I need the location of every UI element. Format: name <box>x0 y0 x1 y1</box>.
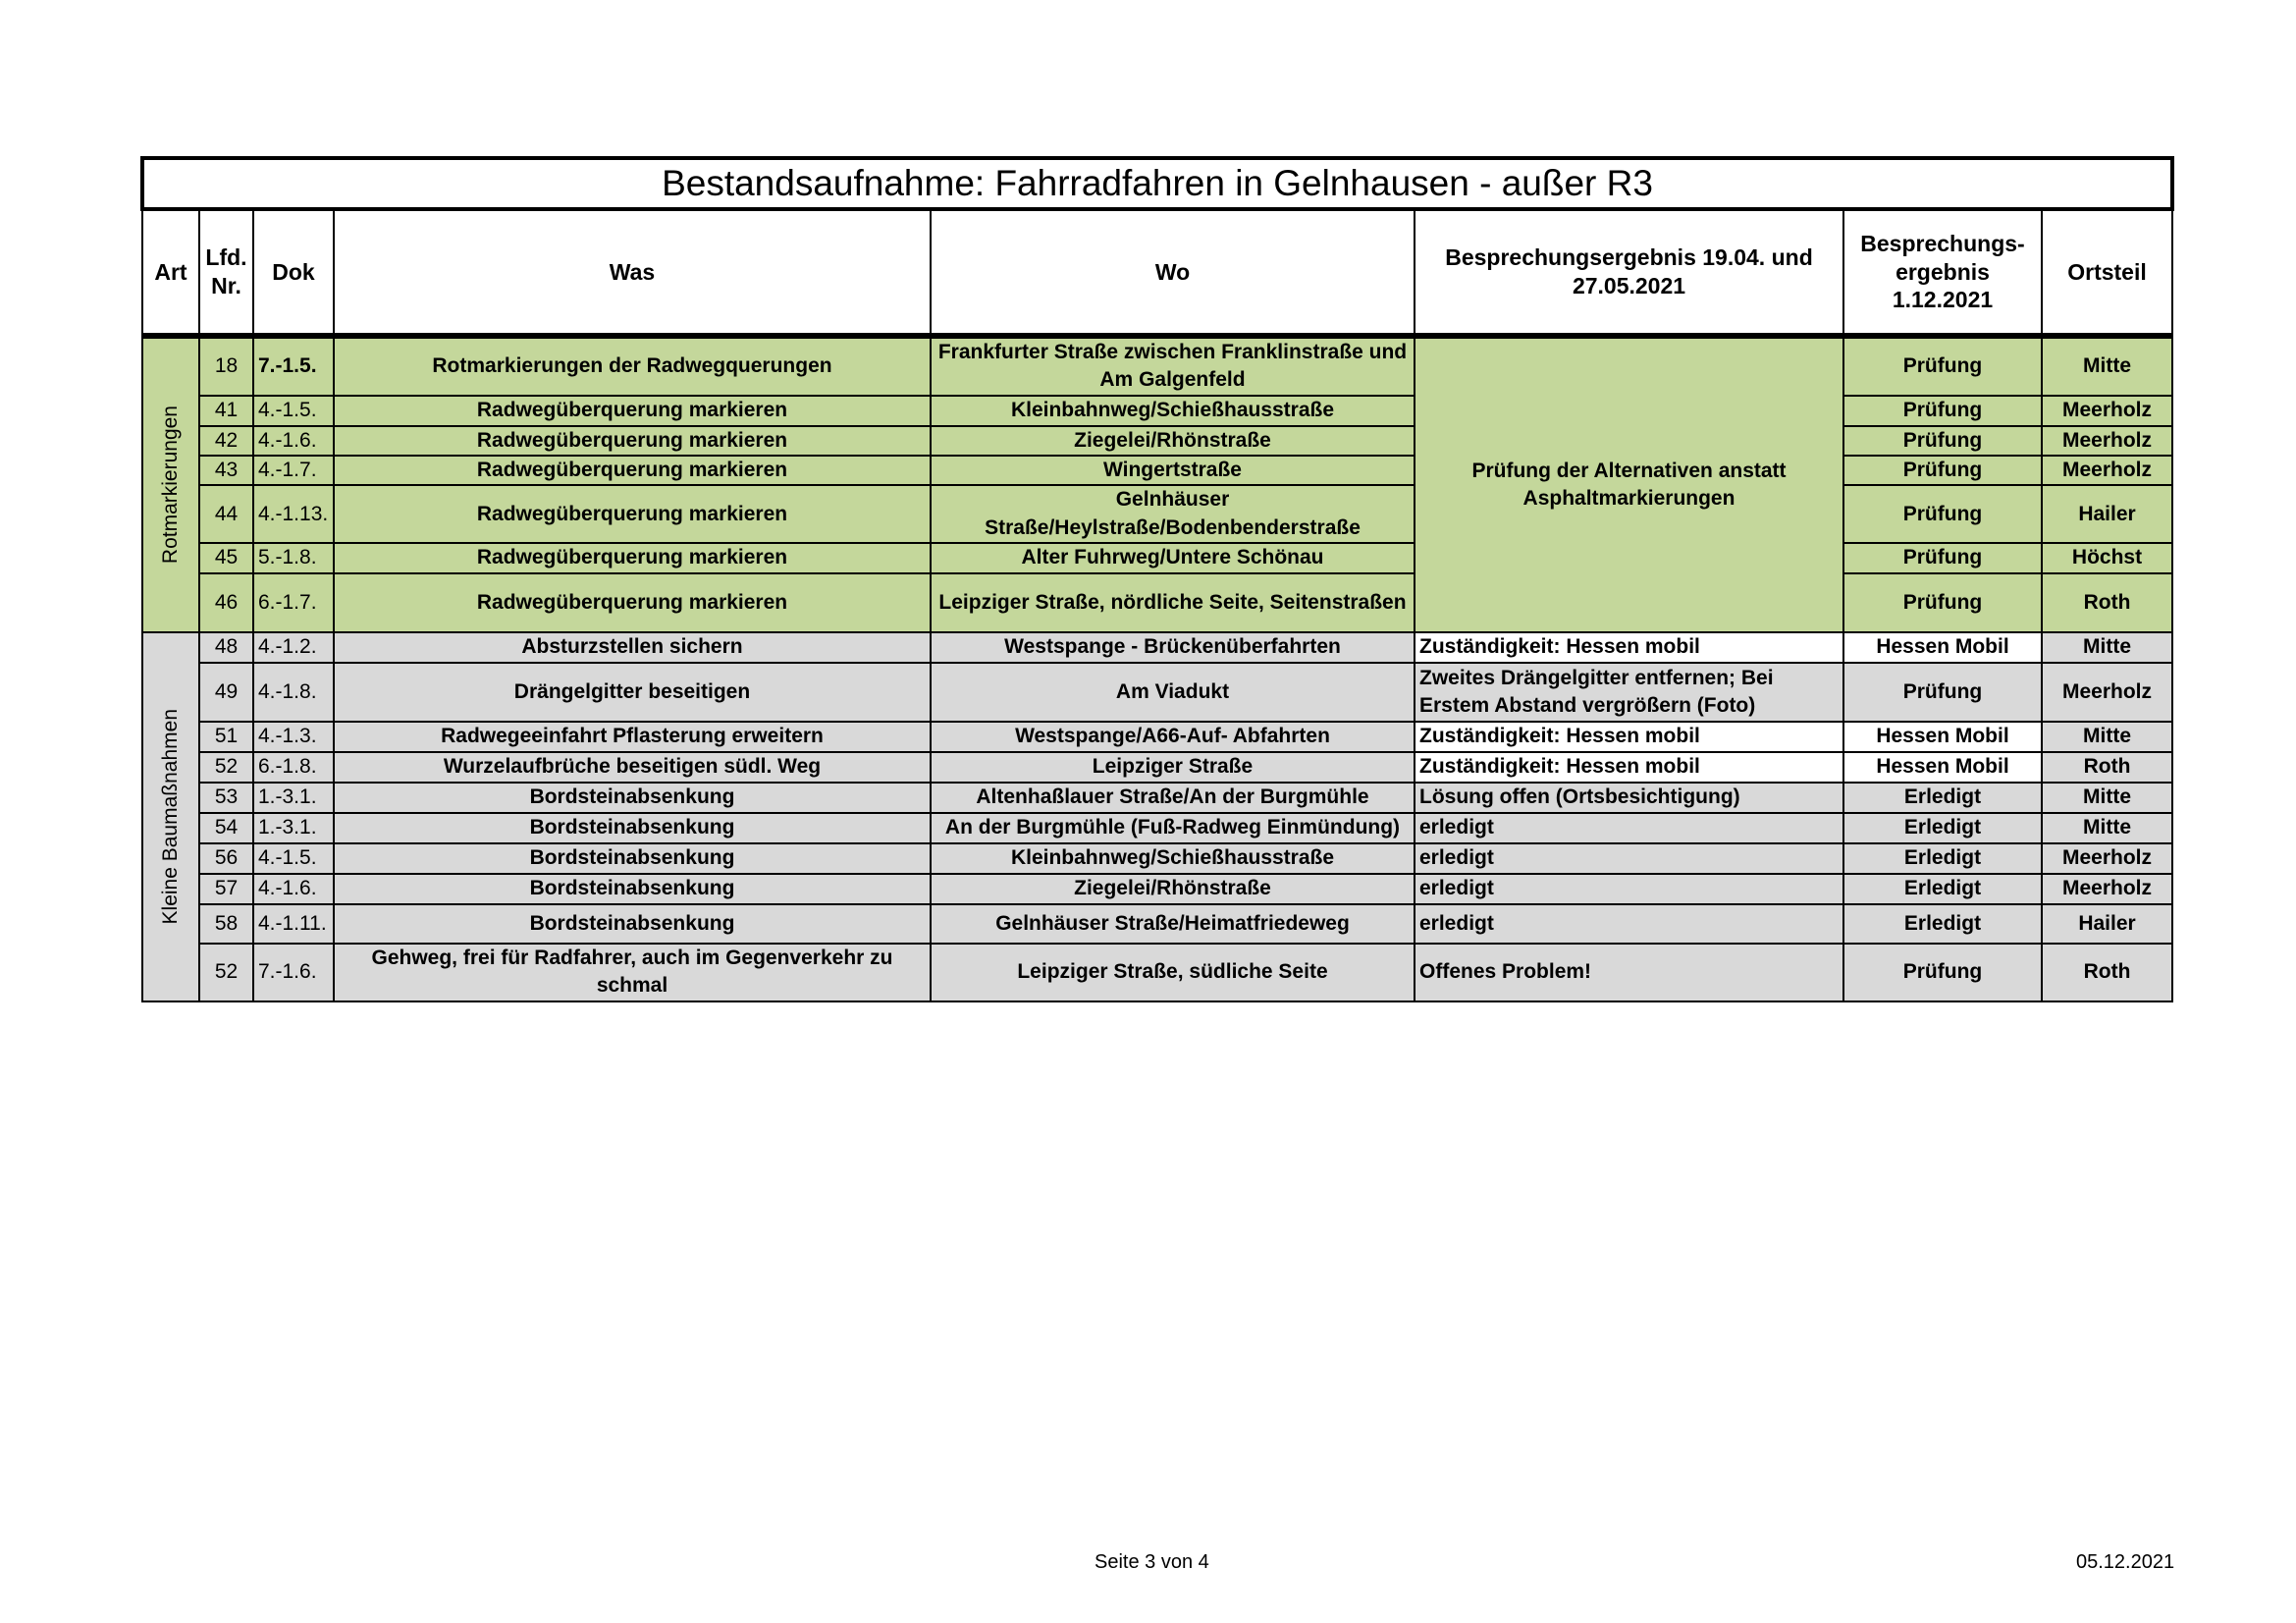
cell-ortsteil: Meerholz <box>2042 663 2172 722</box>
cell-besp1: Zweites Drängelgitter entfernen; Bei Erstem Abstand vergrößern (Foto) <box>1415 663 1843 722</box>
cell-was: Radwegeeinfahrt Pflasterung erweitern <box>334 722 931 752</box>
cell-besp2: Prüfung <box>1843 485 2042 543</box>
cell-dok: 4.-1.8. <box>253 663 334 722</box>
cell-dok: 1.-3.1. <box>253 813 334 843</box>
cell-dok: 4.-1.5. <box>253 396 334 426</box>
cell-wo: Westspange - Brückenüberfahrten <box>931 632 1415 663</box>
cell-wo: Ziegelei/Rhönstraße <box>931 426 1415 456</box>
cell-besp1: erledigt <box>1415 874 1843 904</box>
cell-was: Radwegüberquerung markieren <box>334 456 931 485</box>
table-row <box>142 783 2172 813</box>
cell-besp1: Lösung offen (Ortsbesichtigung) <box>1415 783 1843 813</box>
cell-ortsteil: Mitte <box>2042 813 2172 843</box>
cell-was: Radwegüberquerung markieren <box>334 573 931 632</box>
header-besprechung-2: Besprechungs-ergebnis 1.12.2021 <box>1843 209 2042 336</box>
cell-dok: 1.-3.1. <box>253 783 334 813</box>
group-label-rotmarkierungen: Rotmarkierungen <box>142 336 199 632</box>
cell-wo: Leipziger Straße, nördliche Seite, Seitenstraßen <box>931 573 1415 632</box>
cell-ortsteil: Mitte <box>2042 632 2172 663</box>
cell-besp2: Prüfung <box>1843 944 2042 1001</box>
merged-besprechung-result: Prüfung der Alternativen anstatt Asphaltmarkierungen <box>1415 336 1843 632</box>
cell-wo: Alter Fuhrweg/Untere Schönau <box>931 543 1415 573</box>
cell-nr: 52 <box>199 752 253 783</box>
cell-ortsteil: Meerholz <box>2042 843 2172 874</box>
cell-nr: 52 <box>199 944 253 1001</box>
cell-was: Drängelgitter beseitigen <box>334 663 931 722</box>
header-ortsteil: Ortsteil <box>2042 209 2172 336</box>
header-besprechung-1: Besprechungsergebnis 19.04. und 27.05.2021 <box>1415 209 1843 336</box>
cell-dok: 5.-1.8. <box>253 543 334 573</box>
cell-besp2: Prüfung <box>1843 543 2042 573</box>
cell-was: Radwegüberquerung markieren <box>334 426 931 456</box>
cell-dok: 6.-1.7. <box>253 573 334 632</box>
table-row <box>142 752 2172 783</box>
cell-was: Rotmarkierungen der Radwegquerungen <box>334 336 931 396</box>
footer-date: 05.12.2021 <box>2076 1551 2175 1573</box>
page-number: Seite 3 von 4 <box>1095 1551 1209 1573</box>
table-row <box>142 632 2172 663</box>
cell-was: Bordsteinabsenkung <box>334 874 931 904</box>
cell-besp2: Erledigt <box>1843 783 2042 813</box>
cell-dok: 4.-1.3. <box>253 722 334 752</box>
cell-dok: 7.-1.6. <box>253 944 334 1001</box>
cell-besp2: Erledigt <box>1843 813 2042 843</box>
cell-wo: Gelnhäuser Straße/Heimatfriedeweg <box>931 904 1415 944</box>
cell-nr: 57 <box>199 874 253 904</box>
cell-wo: Wingertstraße <box>931 456 1415 485</box>
cell-ortsteil: Höchst <box>2042 543 2172 573</box>
cell-nr: 49 <box>199 663 253 722</box>
table-title: Bestandsaufnahme: Fahrradfahren in Gelnhausen - außer R3 <box>142 158 2172 209</box>
cell-ortsteil: Hailer <box>2042 485 2172 543</box>
cell-besp2: Hessen Mobil <box>1843 752 2042 783</box>
cell-besp1: Offenes Problem! <box>1415 944 1843 1001</box>
cell-nr: 46 <box>199 573 253 632</box>
cell-ortsteil: Meerholz <box>2042 874 2172 904</box>
cell-wo: Altenhaßlauer Straße/An der Burgmühle <box>931 783 1415 813</box>
cell-nr: 43 <box>199 456 253 485</box>
cell-nr: 18 <box>199 336 253 396</box>
cell-dok: 6.-1.8. <box>253 752 334 783</box>
cell-dok: 4.-1.6. <box>253 426 334 456</box>
cell-was: Bordsteinabsenkung <box>334 843 931 874</box>
cell-nr: 56 <box>199 843 253 874</box>
cell-besp2: Prüfung <box>1843 663 2042 722</box>
cell-besp2: Prüfung <box>1843 426 2042 456</box>
cell-ortsteil: Meerholz <box>2042 426 2172 456</box>
cell-dok: 4.-1.13. <box>253 485 334 543</box>
cell-ortsteil: Meerholz <box>2042 396 2172 426</box>
table-row <box>142 843 2172 874</box>
table-row <box>142 813 2172 843</box>
cell-besp2: Prüfung <box>1843 396 2042 426</box>
cell-was: Gehweg, frei für Radfahrer, auch im Gegenverkehr zu schmal <box>334 944 931 1001</box>
cell-dok: 4.-1.11. <box>253 904 334 944</box>
cell-was: Wurzelaufbrüche beseitigen südl. Weg <box>334 752 931 783</box>
table-row <box>142 543 2172 573</box>
cell-dok: 4.-1.5. <box>253 843 334 874</box>
cell-besp2: Hessen Mobil <box>1843 632 2042 663</box>
header-row <box>142 209 2172 336</box>
header-lfd-nr: Lfd. Nr. <box>199 209 253 336</box>
inventory-table <box>140 156 2174 1002</box>
table-row <box>142 944 2172 1001</box>
cell-was: Bordsteinabsenkung <box>334 783 931 813</box>
cell-nr: 48 <box>199 632 253 663</box>
cell-nr: 41 <box>199 396 253 426</box>
cell-ortsteil: Hailer <box>2042 904 2172 944</box>
cell-besp2: Hessen Mobil <box>1843 722 2042 752</box>
cell-was: Radwegüberquerung markieren <box>334 485 931 543</box>
cell-besp1: Zuständigkeit: Hessen mobil <box>1415 632 1843 663</box>
cell-ortsteil: Mitte <box>2042 722 2172 752</box>
cell-nr: 51 <box>199 722 253 752</box>
cell-wo: Westspange/A66-Auf- Abfahrten <box>931 722 1415 752</box>
table-row <box>142 573 2172 632</box>
table-row <box>142 426 2172 456</box>
cell-ortsteil: Mitte <box>2042 336 2172 396</box>
cell-nr: 44 <box>199 485 253 543</box>
cell-dok: 7.-1.5. <box>253 336 334 396</box>
cell-was: Bordsteinabsenkung <box>334 904 931 944</box>
cell-wo: Leipziger Straße <box>931 752 1415 783</box>
header-was: Was <box>334 209 931 336</box>
header-art: Art <box>142 209 199 336</box>
cell-wo: Leipziger Straße, südliche Seite <box>931 944 1415 1001</box>
cell-besp1: Zuständigkeit: Hessen mobil <box>1415 752 1843 783</box>
table-row <box>142 485 2172 543</box>
cell-dok: 4.-1.6. <box>253 874 334 904</box>
cell-ortsteil: Meerholz <box>2042 456 2172 485</box>
cell-dok: 4.-1.7. <box>253 456 334 485</box>
cell-ortsteil: Roth <box>2042 573 2172 632</box>
cell-was: Radwegüberquerung markieren <box>334 543 931 573</box>
header-dok: Dok <box>253 209 334 336</box>
header-wo: Wo <box>931 209 1415 336</box>
cell-besp2: Erledigt <box>1843 843 2042 874</box>
table-row <box>142 874 2172 904</box>
cell-nr: 54 <box>199 813 253 843</box>
cell-nr: 53 <box>199 783 253 813</box>
cell-was: Absturzstellen sichern <box>334 632 931 663</box>
table-row <box>142 336 2172 396</box>
cell-was: Radwegüberquerung markieren <box>334 396 931 426</box>
cell-besp1: Zuständigkeit: Hessen mobil <box>1415 722 1843 752</box>
cell-besp2: Prüfung <box>1843 336 2042 396</box>
cell-nr: 45 <box>199 543 253 573</box>
table-row <box>142 904 2172 944</box>
cell-ortsteil: Mitte <box>2042 783 2172 813</box>
cell-besp2: Erledigt <box>1843 874 2042 904</box>
cell-wo: Frankfurter Straße zwischen Franklinstraße und Am Galgenfeld <box>931 336 1415 396</box>
cell-wo: Am Viadukt <box>931 663 1415 722</box>
table-row <box>142 663 2172 722</box>
group-label-kleine-baumassnahmen: Kleine Baumaßnahmen <box>142 632 199 1001</box>
cell-ortsteil: Roth <box>2042 752 2172 783</box>
cell-besp2: Prüfung <box>1843 573 2042 632</box>
cell-besp1: erledigt <box>1415 813 1843 843</box>
cell-besp2: Prüfung <box>1843 456 2042 485</box>
cell-was: Bordsteinabsenkung <box>334 813 931 843</box>
table-row <box>142 456 2172 485</box>
cell-dok: 4.-1.2. <box>253 632 334 663</box>
cell-wo: An der Burgmühle (Fuß-Radweg Einmündung) <box>931 813 1415 843</box>
cell-wo: Kleinbahnweg/Schießhausstraße <box>931 396 1415 426</box>
cell-besp1: erledigt <box>1415 904 1843 944</box>
table-row <box>142 396 2172 426</box>
table-row <box>142 722 2172 752</box>
cell-nr: 58 <box>199 904 253 944</box>
cell-ortsteil: Roth <box>2042 944 2172 1001</box>
cell-besp1: erledigt <box>1415 843 1843 874</box>
cell-besp2: Erledigt <box>1843 904 2042 944</box>
cell-nr: 42 <box>199 426 253 456</box>
cell-wo: Kleinbahnweg/Schießhausstraße <box>931 843 1415 874</box>
cell-wo: Gelnhäuser Straße/Heylstraße/Bodenbenderstraße <box>931 485 1415 543</box>
cell-wo: Ziegelei/Rhönstraße <box>931 874 1415 904</box>
